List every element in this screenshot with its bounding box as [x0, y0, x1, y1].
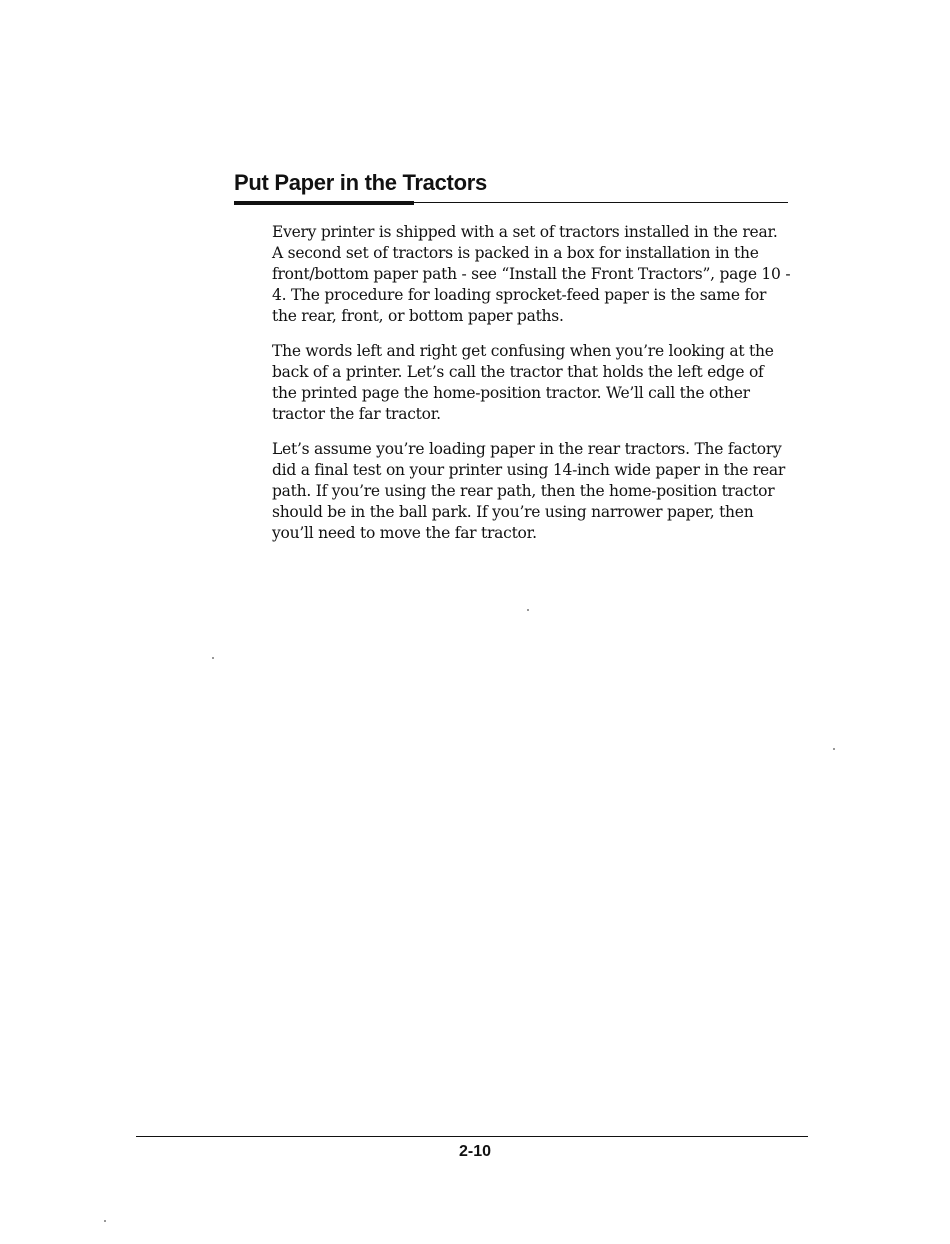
footer-rule: [136, 1136, 808, 1137]
paragraph-tractors-shipped: Every printer is shipped with a set of tractors installed in the rear. A second set of tractors is packed in a box for installation in the front/bottom paper path - see “Install the Front Tractors”, page 10 - 4. The procedure for loading sprocket-feed paper is the same for the rear, front, or bottom paper paths.: [272, 223, 791, 325]
scan-speck: [104, 1220, 106, 1222]
scan-speck: [527, 609, 529, 611]
body-text: [272, 222, 792, 558]
scan-speck: [212, 657, 214, 659]
page-number: 2-10: [458, 1143, 492, 1160]
section-title: Put Paper in the Tractors: [234, 170, 487, 195]
title-underline-accent: [234, 201, 414, 205]
scan-speck: [833, 748, 835, 750]
paragraph-left-right: The words left and right get confusing when you’re looking at the back of a printer. Let’s call the tractor that holds the left edge of the printed page the home-position tractor. We’ll call the other tractor the far tractor.: [272, 342, 774, 423]
paragraph-rear-tractors: Let’s assume you’re loading paper in the rear tractors. The factory did a final test on your printer using 14-inch wide paper in the rear path. If you’re using the rear path, then the home-position tractor should be in the ball park. If you’re using narrower paper, then you’ll need to move the far tractor.: [272, 440, 786, 542]
